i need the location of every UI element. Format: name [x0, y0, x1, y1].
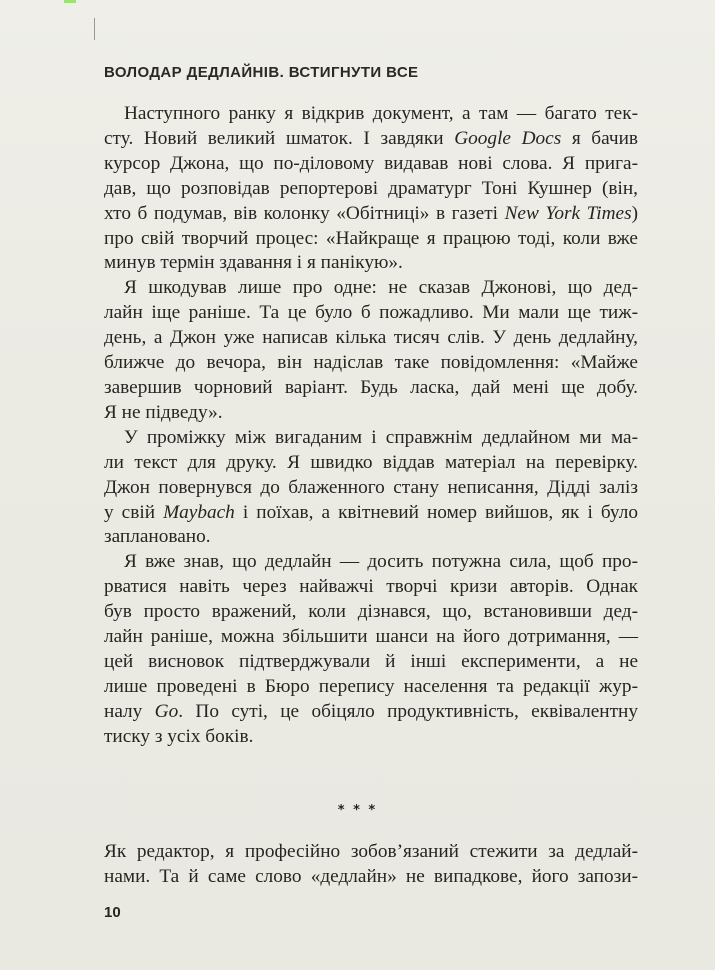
text-line: день, а Джон уже написав кілька тисяч слів. У день дедлайну,	[104, 327, 638, 349]
text-line: заплановано.	[104, 526, 211, 548]
text-line: У проміжку між вигаданим і справжнім дедлайном ми ма-	[124, 426, 638, 448]
text-line: про свій творчий процес: «Найкраще я працюю тоді, коли вже	[104, 227, 638, 249]
italic-title: Maybach	[163, 501, 235, 523]
gutter-tick-mark	[94, 18, 95, 40]
text-line: був просто вражений, коли дізнався, що, встановивши дед-	[104, 601, 638, 623]
paragraph-1	[104, 102, 638, 276]
italic-title: Google Docs	[454, 127, 562, 149]
paragraph-2	[104, 276, 638, 425]
text-line: Я не підведу».	[104, 401, 223, 423]
text-line: ближче до вечора, він надіслав таке повідомлення: «Майже	[104, 352, 638, 374]
paragraph-4	[104, 550, 638, 749]
running-head: ВОЛОДАР ДЕДЛАЙНІВ. ВСТИГНУТИ ВСЕ	[104, 64, 419, 81]
text-line: лайн іще раніше. Та це було б пожадливо. Ми мали ще тиж-	[104, 302, 638, 324]
text-line: нами. Та й саме слово «дедлайн» не випадкове, його запози-	[104, 865, 638, 887]
text-line: цей висновок підтверджували й інші експерименти, а не	[104, 650, 638, 672]
text-line: курсор Джона, що по-діловому видавав нові слова. Я прига-	[104, 152, 638, 174]
paragraph-3	[104, 426, 638, 551]
italic-title: Go	[154, 700, 179, 722]
text-line: тиску з усіх боків.	[104, 725, 254, 747]
body-text	[104, 102, 638, 750]
paragraph-5	[104, 840, 638, 890]
text-line: у свій Maybach і поїхав, а квітневий номер вийшов, як і було	[104, 501, 638, 523]
text-line: Я вже знав, що дедлайн — досить потужна сила, щоб про-	[124, 551, 638, 573]
section-break-asterism: * * *	[337, 803, 378, 818]
text-line: Як редактор, я професійно зобов’язаний стежити за дедлай-	[104, 841, 638, 862]
text-line: хто б подумав, вів колонку «Обітниці» в газеті New York Times)	[104, 202, 639, 224]
text-line: дав, що розповідав репортерові драматург Тоні Кушнер (він,	[104, 177, 638, 199]
text-line: лише проведені в Бюро перепису населення та редакції жур-	[104, 675, 638, 697]
text-line: налу Go. По суті, це обіцяло продуктивність, еквівалентну	[104, 700, 638, 722]
text-line: минув термін здавання і я панікую».	[104, 252, 403, 274]
text-line: завершив чорновий варіант. Будь ласка, дай мені ще добу.	[104, 376, 638, 398]
page-number: 10	[104, 904, 121, 921]
text-line: ли текст для друку. Я швидко віддав матеріал на перевірку.	[104, 451, 638, 473]
text-line: рватися навіть через найважчі творчі кризи авторів. Однак	[104, 576, 638, 598]
text-line: Наступного ранку я відкрив документ, а там — багато тек-	[124, 103, 638, 124]
italic-title: New York Times	[504, 202, 632, 224]
text-line: Джон повернувся до блаженного стану неписання, Дідді заліз	[104, 476, 638, 498]
scan-corner-mark	[64, 0, 76, 3]
text-line: сту. Новий великий шматок. І завдяки Google Docs я бачив	[104, 127, 638, 149]
after-break-text	[104, 840, 638, 890]
text-line: лайн раніше, можна збільшити шанси на його дотримання, —	[104, 626, 638, 648]
text-line: Я шкодував лише про одне: не сказав Джонові, що дед-	[124, 277, 638, 299]
